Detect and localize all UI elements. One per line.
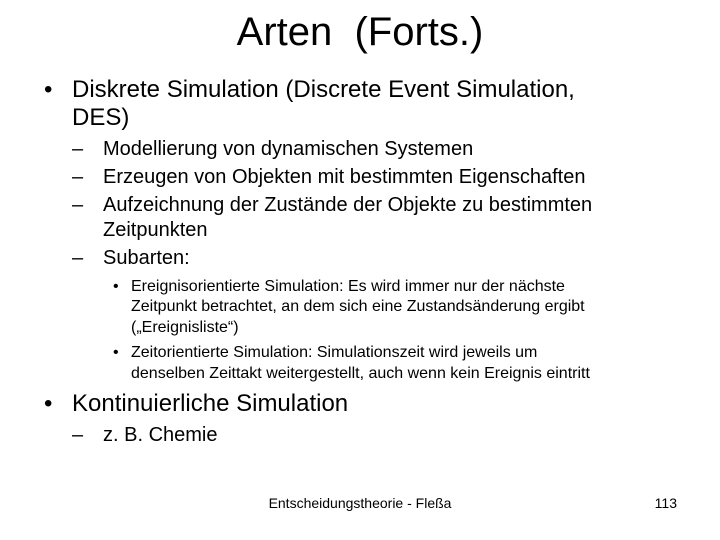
item-zeit-line2: denselben Zeittakt weitergestellt, auch wenn kein Ereignis eintritt — [131, 365, 590, 382]
slide-title: Arten (Forts.) — [236, 10, 484, 54]
item-ereignis-line1: Ereignisorientierte Simulation: Es wird immer nur der nächste — [131, 278, 565, 295]
bullet-zeit: • — [113, 344, 119, 361]
footer-text: Entscheidungstheorie - Fleßa — [268, 495, 452, 511]
item-zeit-line1: Zeitorientierte Simulation: Simulationszeit wird jeweils um — [131, 344, 538, 361]
des-heading-line1: Diskrete Simulation (Discrete Event Simulation, — [72, 76, 575, 103]
des-heading-line2: DES) — [72, 104, 130, 131]
dash-subarten: – — [72, 247, 84, 269]
dash-chemie: – — [72, 424, 84, 446]
item-ereignis-line2: Zeitpunkt betrachtet, an dem sich eine Zustandsänderung ergibt — [131, 298, 585, 315]
item-chemie: z. B. Chemie — [103, 424, 218, 446]
item-erzeugen: Erzeugen von Objekten mit bestimmten Eigenschaften — [103, 166, 586, 188]
dash-modellierung: – — [72, 138, 84, 160]
item-aufzeichnung-line1: Aufzeichnung der Zustände der Objekte zu bestimmten — [103, 194, 593, 216]
dash-aufzeichnung: – — [72, 194, 84, 216]
bullet-ereignis: • — [113, 278, 119, 295]
bullet-kontinuierlich: • — [44, 390, 53, 417]
page-number: 113 — [654, 495, 677, 511]
bullet-des: • — [44, 76, 53, 103]
dash-erzeugen: – — [72, 166, 84, 188]
item-aufzeichnung-line2: Zeitpunkten — [103, 219, 208, 241]
kontinuierlich-heading: Kontinuierliche Simulation — [72, 390, 349, 417]
item-ereignis-line3: („Ereignisliste“) — [131, 319, 239, 336]
item-subarten: Subarten: — [103, 247, 190, 269]
item-modellierung: Modellierung von dynamischen Systemen — [103, 138, 474, 160]
